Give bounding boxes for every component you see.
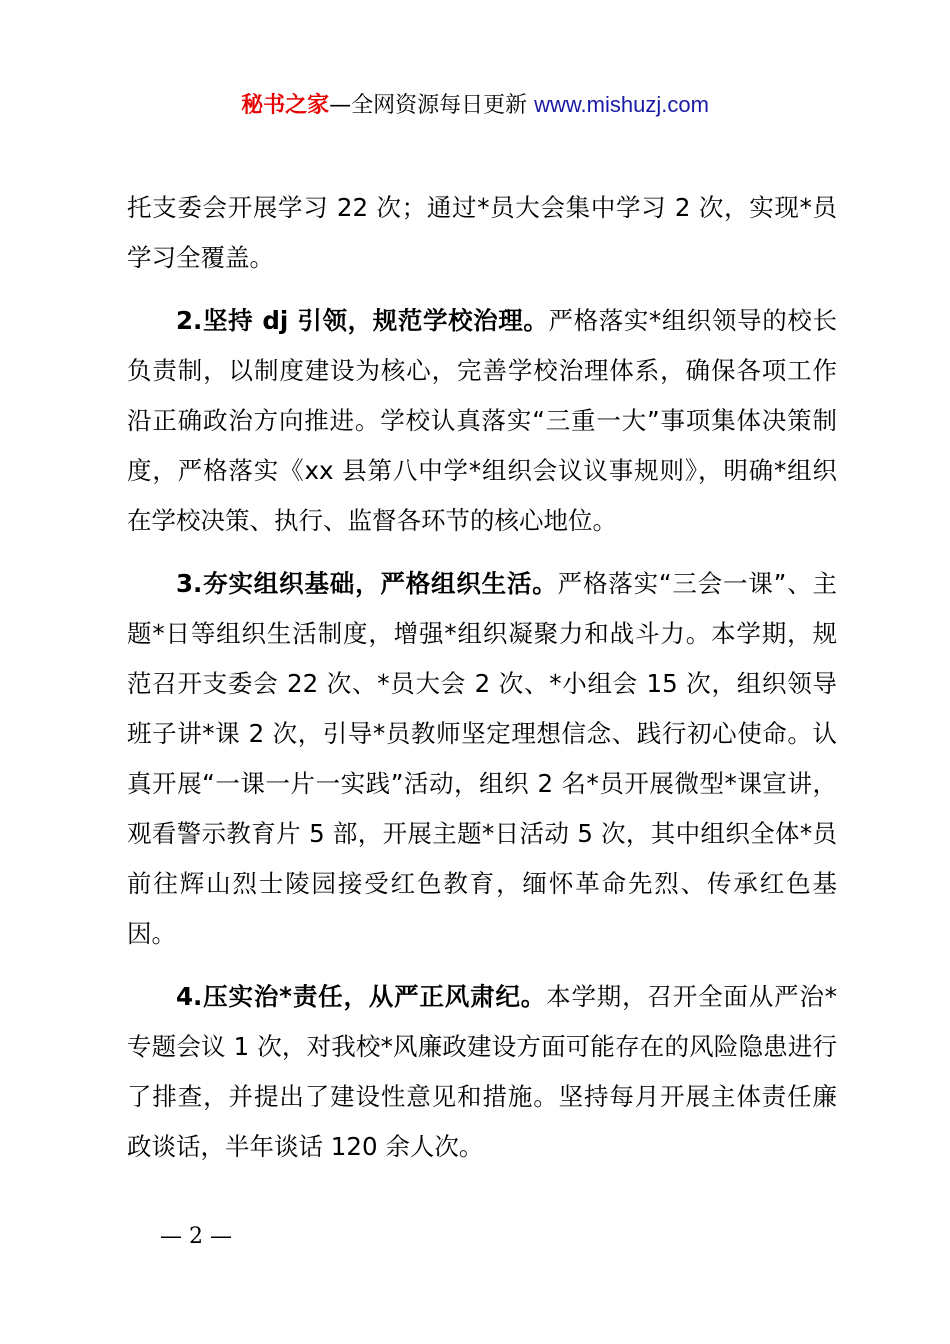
page-number: — 2 — xyxy=(160,1224,232,1249)
site-brand: 秘书之家 xyxy=(241,93,330,118)
document-body xyxy=(127,183,837,1172)
paragraph-text: 严格落实“三会一课”、主题*日等组织生活制度，增强*组织凝聚力和战斗力。本学期，规范召开支委会 22 次、*员大会 2 次、*小组会 15 次，组织领导班子讲*课 2 次，引导*员教师坚定理想信念、践行初心使命。认真开展“一课一片一实践”活动，组织 2 名*员开展微型*课宣讲，观看警示教育片 5 部，开展主题*日活动 5 次，其中组织全体*员前往辉山烈士陵园接受红色教育，缅怀革命先烈、传承红色基因。 xyxy=(127,569,837,948)
paragraph-lead-heading: 4.压实治*责任，从严正风肃纪。 xyxy=(176,982,547,1011)
paragraph-text: 严格落实*组织领导的校长负责制，以制度建设为核心，完善学校治理体系，确保各项工作沿正确政治方向推进。学校认真落实“三重一大”事项集体决策制度，严格落实《xx 县第八中学*组织会议议事规则》，明确*组织在学校决策、执行、监督各环节的核心地位。 xyxy=(127,306,837,535)
paragraph-lead-heading: 2.坚持 dj 引领，规范学校治理。 xyxy=(176,306,549,335)
paragraph-continuation xyxy=(127,183,837,283)
paragraph-item-2 xyxy=(127,296,837,546)
page-header xyxy=(0,90,950,121)
paragraph-text: 托支委会开展学习 22 次；通过*员大会集中学习 2 次，实现*员学习全覆盖。 xyxy=(127,193,837,272)
paragraph-item-3 xyxy=(127,559,837,959)
site-url-link[interactable]: www.mishuzj.com xyxy=(534,92,709,117)
paragraph-item-4 xyxy=(127,972,837,1172)
site-tagline: —全网资源每日更新 xyxy=(329,93,528,118)
paragraph-text: 本学期，召开全面从严治*专题会议 1 次，对我校*风廉政建设方面可能存在的风险隐患进行了排查，并提出了建设性意见和措施。坚持每月开展主体责任廉政谈话，半年谈话 120 余人次。 xyxy=(127,982,838,1161)
paragraph-lead-heading: 3.夯实组织基础，严格组织生活。 xyxy=(176,569,558,598)
